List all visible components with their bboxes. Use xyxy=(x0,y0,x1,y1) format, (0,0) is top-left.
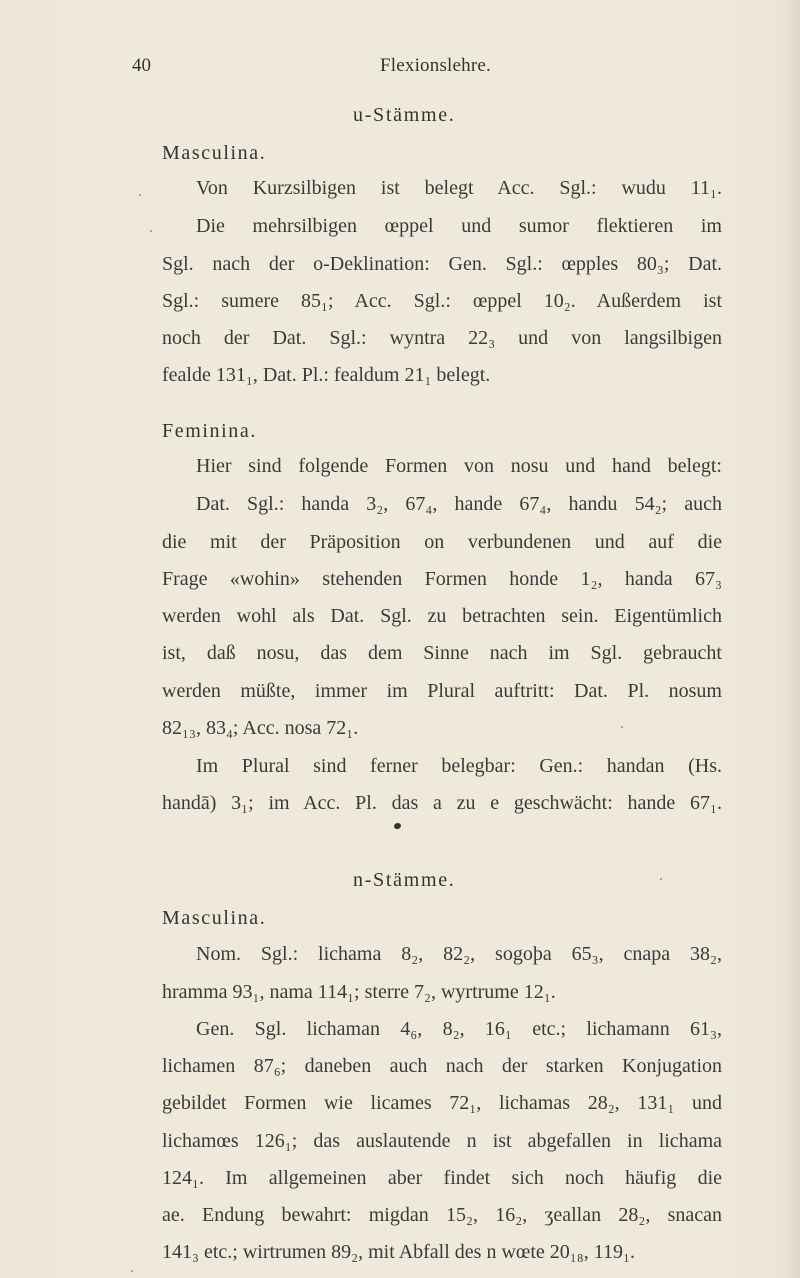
u-feminina-line-2: Dat. Sgl.: handa 3₂, 67₄, hande 67₄, handu 54₂; auch xyxy=(196,493,722,515)
u-masculina-line-1: Von Kurzsilbigen ist belegt Acc. Sgl.: wudu 11₁. xyxy=(196,177,722,199)
page-edge-shadow xyxy=(782,0,800,1278)
n-masculina-line-1: Nom. Sgl.: lichama 8₂, 82₂, sogoþa 65₃, cnapa 38₂, xyxy=(196,943,722,965)
n-stems-heading: n-Stämme. xyxy=(353,869,456,891)
u-feminina-line-9: Im Plural sind ferner belegbar: Gen.: handan (Hs. xyxy=(196,755,722,777)
n-masculina-line-7: 124₁. Im allgemeinen aber findet sich noch häufig die xyxy=(162,1167,722,1189)
n-masculina-line-8: ae. Endung bewahrt: migdan 15₂, 16₂, ʒeallan 28₂, snacan xyxy=(162,1204,722,1226)
u-feminina-line-7: werden müßte, immer im Plural auftritt: Dat. Pl. nosum xyxy=(162,680,722,702)
n-masculina-line-5: gebildet Formen wie licames 72₁, lichamas 28₂, 131₁ und xyxy=(162,1092,722,1114)
u-masculina-line-4: Sgl.: sumere 85₁; Acc. Sgl.: œppel 10₂. Außerdem ist xyxy=(162,290,722,312)
n-masculina-line-3: Gen. Sgl. lichaman 4₆, 8₂, 16₁ etc.; lichamann 61₃, xyxy=(196,1018,722,1040)
paper-speck xyxy=(139,194,141,196)
u-feminina-line-10: handā) 3₁; im Acc. Pl. das a zu e geschwächt: hande 67₁. xyxy=(162,792,722,814)
u-feminina-line-4: Frage «wohin» stehenden Formen honde 1₂, handa 67₃ xyxy=(162,568,722,590)
n-masculina-heading: Masculina. xyxy=(162,907,267,929)
u-feminina-line-3: die mit der Präposition on verbundenen und auf die xyxy=(162,531,722,553)
u-feminina-line-1: Hier sind folgende Formen von nosu und hand belegt: xyxy=(196,455,722,477)
u-masculina-line-5: noch der Dat. Sgl.: wyntra 22₃ und von langsilbigen xyxy=(162,327,722,349)
n-masculina-line-4: lichamen 87₆; daneben auch nach der starken Konjugation xyxy=(162,1055,722,1077)
printer-mark xyxy=(393,822,402,830)
u-feminina-line-8: 82₁₃, 83₄; Acc. nosa 72₁. xyxy=(162,717,359,739)
u-masculina-line-6: fealde 131₁, Dat. Pl.: fealdum 21₁ belegt. xyxy=(162,364,491,386)
paper-speck xyxy=(621,726,623,728)
u-masculina-line-2: Die mehrsilbigen œppel und sumor flektieren im xyxy=(196,215,722,237)
u-feminina-line-6: ist, daß nosu, das dem Sinne nach im Sgl. gebraucht xyxy=(162,642,722,664)
u-masculina-line-3: Sgl. nach der o-Deklination: Gen. Sgl.: œpples 80₃; Dat. xyxy=(162,253,722,275)
page-number: 40 xyxy=(132,55,151,76)
u-feminina-line-5: werden wohl als Dat. Sgl. zu betrachten sein. Eigentümlich xyxy=(162,605,722,627)
n-masculina-line-9: 141₃ etc.; wirtrumen 89₂, mit Abfall des n wœte 20₁₈, 119₁. xyxy=(162,1241,635,1263)
n-masculina-line-2: hramma 93₁, nama 114₁; sterre 7₂, wyrtrume 12₁. xyxy=(162,981,556,1003)
running-title: Flexionslehre. xyxy=(380,55,491,76)
u-masculina-heading: Masculina. xyxy=(162,142,267,164)
n-masculina-line-6: lichamœs 126₁; das auslautende n ist abgefallen in lichama xyxy=(162,1130,722,1152)
paper-speck xyxy=(150,230,152,232)
u-stems-heading: u-Stämme. xyxy=(353,104,456,126)
paper-speck xyxy=(660,878,662,880)
paper-speck xyxy=(131,1270,133,1272)
u-feminina-heading: Feminina. xyxy=(162,420,257,442)
